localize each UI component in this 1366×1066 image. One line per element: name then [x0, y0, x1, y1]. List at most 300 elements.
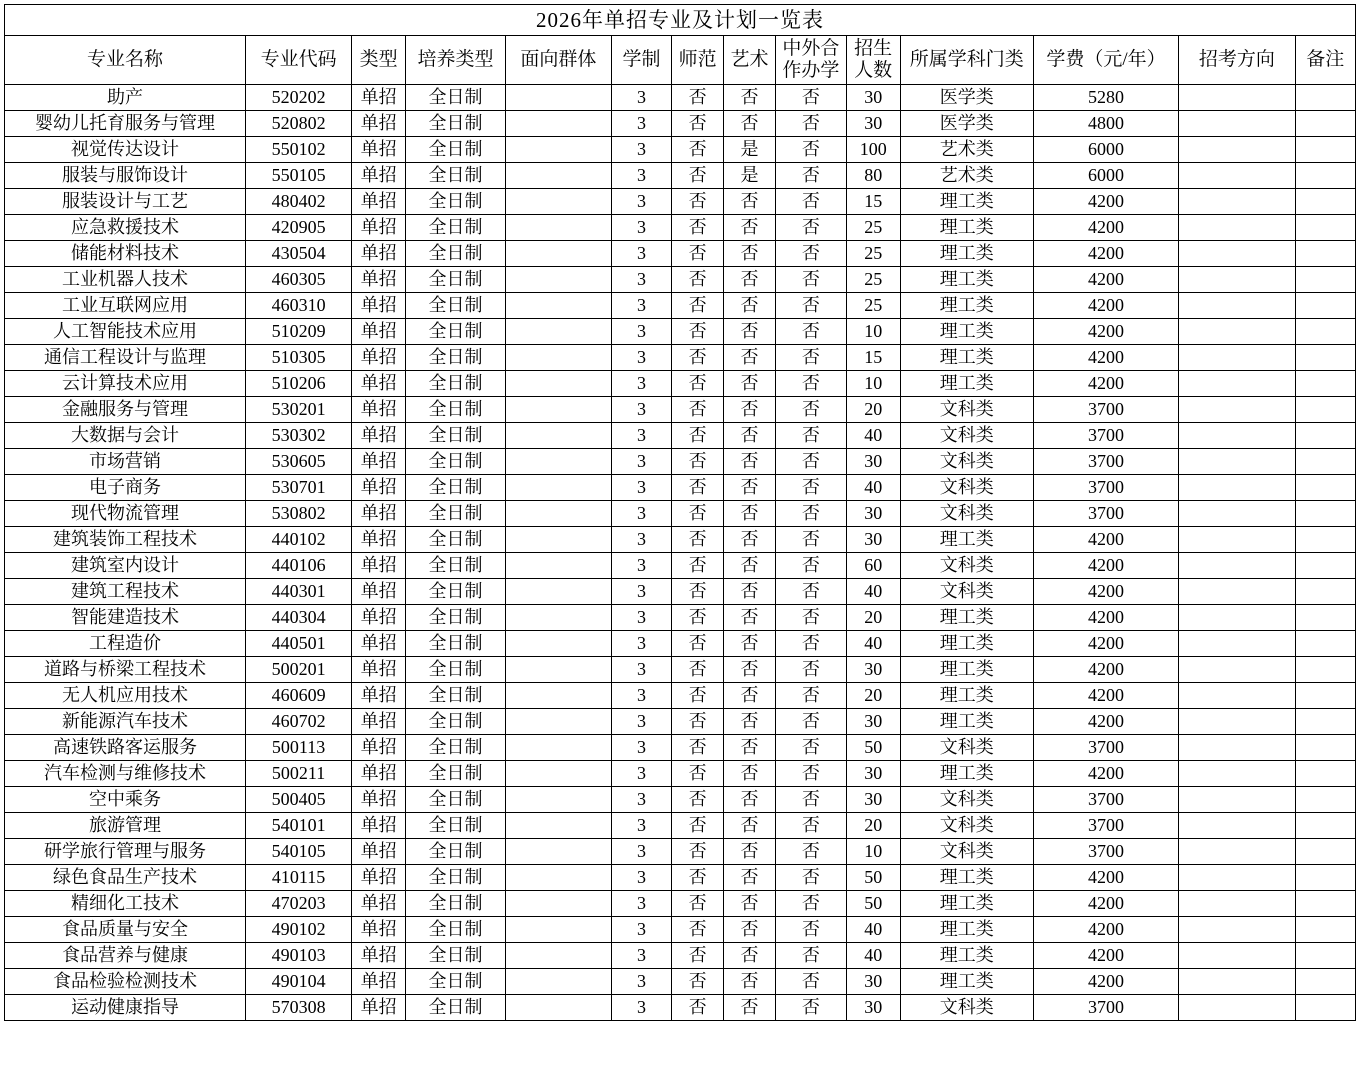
cell-years: 3 [611, 995, 671, 1021]
table-row [5, 995, 1356, 1021]
cell-normal: 否 [672, 787, 724, 813]
cell-remark [1295, 85, 1355, 111]
cell-years: 3 [611, 319, 671, 345]
cell-group [505, 969, 611, 995]
cell-remark [1295, 111, 1355, 137]
cell-coop: 否 [776, 891, 847, 917]
cell-type: 单招 [352, 501, 406, 527]
cell-remark [1295, 397, 1355, 423]
cell-art: 否 [724, 891, 776, 917]
cell-code: 460305 [246, 267, 352, 293]
cell-remark [1295, 839, 1355, 865]
cell-direction [1179, 969, 1295, 995]
cell-remark [1295, 761, 1355, 787]
cell-normal: 否 [672, 449, 724, 475]
cell-direction [1179, 501, 1295, 527]
cell-discipline: 文科类 [900, 995, 1033, 1021]
cell-count: 30 [846, 501, 900, 527]
table-row [5, 735, 1356, 761]
cell-art: 否 [724, 345, 776, 371]
cell-coop: 否 [776, 527, 847, 553]
cell-code: 510209 [246, 319, 352, 345]
cell-remark [1295, 553, 1355, 579]
column-header-coop [776, 36, 847, 85]
cell-name: 工业互联网应用 [5, 293, 246, 319]
cell-discipline: 理工类 [900, 943, 1033, 969]
cell-fee: 3700 [1033, 475, 1178, 501]
cell-group [505, 865, 611, 891]
cell-remark [1295, 683, 1355, 709]
cell-direction [1179, 605, 1295, 631]
cell-years: 3 [611, 527, 671, 553]
cell-direction [1179, 189, 1295, 215]
table-row [5, 943, 1356, 969]
cell-normal: 否 [672, 605, 724, 631]
table-row [5, 449, 1356, 475]
cell-art: 否 [724, 475, 776, 501]
cell-fee: 4200 [1033, 761, 1178, 787]
cell-direction [1179, 839, 1295, 865]
cell-discipline: 理工类 [900, 371, 1033, 397]
cell-direction [1179, 293, 1295, 319]
cell-direction [1179, 423, 1295, 449]
cell-direction [1179, 943, 1295, 969]
cell-art: 否 [724, 943, 776, 969]
cell-remark [1295, 137, 1355, 163]
cell-years: 3 [611, 657, 671, 683]
cell-coop: 否 [776, 605, 847, 631]
cell-train: 全日制 [406, 657, 506, 683]
cell-direction [1179, 319, 1295, 345]
cell-direction [1179, 761, 1295, 787]
cell-normal: 否 [672, 553, 724, 579]
cell-train: 全日制 [406, 345, 506, 371]
cell-count: 15 [846, 345, 900, 371]
cell-type: 单招 [352, 865, 406, 891]
cell-direction [1179, 111, 1295, 137]
cell-normal: 否 [672, 475, 724, 501]
cell-normal: 否 [672, 865, 724, 891]
cell-group [505, 397, 611, 423]
cell-normal: 否 [672, 163, 724, 189]
cell-remark [1295, 527, 1355, 553]
table-row [5, 553, 1356, 579]
cell-years: 3 [611, 683, 671, 709]
cell-code: 460609 [246, 683, 352, 709]
cell-years: 3 [611, 813, 671, 839]
cell-code: 510206 [246, 371, 352, 397]
cell-fee: 3700 [1033, 787, 1178, 813]
cell-direction [1179, 85, 1295, 111]
cell-name: 大数据与会计 [5, 423, 246, 449]
cell-direction [1179, 215, 1295, 241]
cell-name: 云计算技术应用 [5, 371, 246, 397]
cell-train: 全日制 [406, 891, 506, 917]
cell-fee: 4800 [1033, 111, 1178, 137]
cell-train: 全日制 [406, 163, 506, 189]
cell-fee: 4200 [1033, 371, 1178, 397]
cell-normal: 否 [672, 709, 724, 735]
cell-count: 25 [846, 241, 900, 267]
cell-art: 否 [724, 787, 776, 813]
cell-discipline: 理工类 [900, 761, 1033, 787]
cell-years: 3 [611, 267, 671, 293]
cell-art: 否 [724, 865, 776, 891]
table-row [5, 813, 1356, 839]
cell-name: 汽车检测与维修技术 [5, 761, 246, 787]
cell-name: 运动健康指导 [5, 995, 246, 1021]
cell-years: 3 [611, 579, 671, 605]
cell-train: 全日制 [406, 111, 506, 137]
cell-normal: 否 [672, 397, 724, 423]
cell-name: 通信工程设计与监理 [5, 345, 246, 371]
cell-count: 30 [846, 709, 900, 735]
cell-type: 单招 [352, 579, 406, 605]
cell-name: 空中乘务 [5, 787, 246, 813]
cell-remark [1295, 319, 1355, 345]
cell-years: 3 [611, 787, 671, 813]
cell-remark [1295, 163, 1355, 189]
cell-count: 30 [846, 969, 900, 995]
cell-art: 否 [724, 631, 776, 657]
cell-discipline: 文科类 [900, 839, 1033, 865]
cell-train: 全日制 [406, 995, 506, 1021]
cell-remark [1295, 475, 1355, 501]
table-row [5, 423, 1356, 449]
column-header-label: 培养类型 [417, 49, 494, 71]
cell-art: 否 [724, 917, 776, 943]
cell-group [505, 605, 611, 631]
cell-remark [1295, 709, 1355, 735]
cell-coop: 否 [776, 579, 847, 605]
cell-code: 440106 [246, 553, 352, 579]
cell-code: 550102 [246, 137, 352, 163]
cell-code: 440102 [246, 527, 352, 553]
cell-train: 全日制 [406, 813, 506, 839]
title-row [5, 5, 1356, 36]
cell-name: 食品质量与安全 [5, 917, 246, 943]
cell-discipline: 理工类 [900, 683, 1033, 709]
column-header-label: 招考方向 [1198, 49, 1275, 71]
cell-direction [1179, 631, 1295, 657]
cell-discipline: 理工类 [900, 267, 1033, 293]
cell-remark [1295, 423, 1355, 449]
cell-type: 单招 [352, 891, 406, 917]
cell-coop: 否 [776, 371, 847, 397]
cell-coop: 否 [776, 553, 847, 579]
cell-train: 全日制 [406, 631, 506, 657]
cell-code: 460702 [246, 709, 352, 735]
cell-years: 3 [611, 449, 671, 475]
cell-art: 否 [724, 267, 776, 293]
cell-direction [1179, 787, 1295, 813]
cell-fee: 4200 [1033, 709, 1178, 735]
cell-name: 道路与桥梁工程技术 [5, 657, 246, 683]
cell-fee: 5280 [1033, 85, 1178, 111]
cell-count: 30 [846, 527, 900, 553]
cell-type: 单招 [352, 683, 406, 709]
cell-type: 单招 [352, 553, 406, 579]
cell-normal: 否 [672, 501, 724, 527]
table-row [5, 917, 1356, 943]
table-row [5, 761, 1356, 787]
cell-name: 高速铁路客运服务 [5, 735, 246, 761]
column-header-label: 专业名称 [87, 49, 164, 71]
cell-coop: 否 [776, 761, 847, 787]
cell-code: 440501 [246, 631, 352, 657]
table-row [5, 787, 1356, 813]
cell-type: 单招 [352, 839, 406, 865]
cell-count: 30 [846, 111, 900, 137]
cell-coop: 否 [776, 137, 847, 163]
cell-train: 全日制 [406, 215, 506, 241]
cell-coop: 否 [776, 683, 847, 709]
cell-coop: 否 [776, 943, 847, 969]
cell-coop: 否 [776, 163, 847, 189]
table-row [5, 215, 1356, 241]
cell-type: 单招 [352, 761, 406, 787]
cell-direction [1179, 553, 1295, 579]
column-header-label: 中外合作办学 [782, 38, 840, 81]
cell-name: 旅游管理 [5, 813, 246, 839]
cell-art: 否 [724, 735, 776, 761]
cell-years: 3 [611, 735, 671, 761]
cell-normal: 否 [672, 371, 724, 397]
cell-group [505, 735, 611, 761]
cell-name: 绿色食品生产技术 [5, 865, 246, 891]
cell-art: 否 [724, 397, 776, 423]
cell-fee: 6000 [1033, 163, 1178, 189]
cell-fee: 4200 [1033, 683, 1178, 709]
cell-art: 否 [724, 293, 776, 319]
cell-years: 3 [611, 241, 671, 267]
cell-remark [1295, 371, 1355, 397]
cell-type: 单招 [352, 995, 406, 1021]
cell-art: 否 [724, 111, 776, 137]
cell-code: 530302 [246, 423, 352, 449]
cell-count: 30 [846, 85, 900, 111]
cell-normal: 否 [672, 293, 724, 319]
cell-code: 490103 [246, 943, 352, 969]
table-row [5, 397, 1356, 423]
cell-remark [1295, 241, 1355, 267]
cell-count: 10 [846, 319, 900, 345]
table-row [5, 163, 1356, 189]
cell-years: 3 [611, 761, 671, 787]
cell-years: 3 [611, 397, 671, 423]
cell-art: 否 [724, 839, 776, 865]
column-header-label: 专业代码 [260, 49, 337, 71]
column-header-remark [1295, 36, 1355, 85]
cell-group [505, 423, 611, 449]
cell-art: 否 [724, 449, 776, 475]
cell-count: 30 [846, 995, 900, 1021]
cell-code: 550105 [246, 163, 352, 189]
cell-train: 全日制 [406, 371, 506, 397]
column-header-label: 学制 [622, 49, 661, 71]
cell-fee: 3700 [1033, 449, 1178, 475]
cell-years: 3 [611, 215, 671, 241]
cell-remark [1295, 917, 1355, 943]
cell-type: 单招 [352, 111, 406, 137]
column-header-type [352, 36, 406, 85]
cell-train: 全日制 [406, 839, 506, 865]
cell-normal: 否 [672, 735, 724, 761]
cell-coop: 否 [776, 735, 847, 761]
cell-count: 30 [846, 761, 900, 787]
cell-remark [1295, 293, 1355, 319]
cell-normal: 否 [672, 189, 724, 215]
cell-group [505, 111, 611, 137]
cell-count: 40 [846, 579, 900, 605]
cell-code: 440301 [246, 579, 352, 605]
cell-direction [1179, 917, 1295, 943]
cell-code: 490102 [246, 917, 352, 943]
cell-group [505, 449, 611, 475]
cell-discipline: 理工类 [900, 527, 1033, 553]
cell-art: 否 [724, 319, 776, 345]
cell-name: 服装设计与工艺 [5, 189, 246, 215]
cell-years: 3 [611, 553, 671, 579]
cell-coop: 否 [776, 969, 847, 995]
cell-name: 建筑装饰工程技术 [5, 527, 246, 553]
cell-years: 3 [611, 631, 671, 657]
cell-direction [1179, 865, 1295, 891]
cell-years: 3 [611, 423, 671, 449]
cell-name: 精细化工技术 [5, 891, 246, 917]
cell-name: 智能建造技术 [5, 605, 246, 631]
cell-discipline: 理工类 [900, 345, 1033, 371]
cell-code: 500211 [246, 761, 352, 787]
cell-discipline: 医学类 [900, 111, 1033, 137]
table-row [5, 527, 1356, 553]
cell-code: 570308 [246, 995, 352, 1021]
cell-type: 单招 [352, 423, 406, 449]
cell-normal: 否 [672, 137, 724, 163]
cell-coop: 否 [776, 475, 847, 501]
column-header-label: 类型 [359, 49, 398, 71]
table-row [5, 657, 1356, 683]
cell-count: 20 [846, 683, 900, 709]
cell-type: 单招 [352, 735, 406, 761]
cell-fee: 4200 [1033, 215, 1178, 241]
cell-count: 80 [846, 163, 900, 189]
cell-type: 单招 [352, 631, 406, 657]
cell-train: 全日制 [406, 943, 506, 969]
cell-type: 单招 [352, 657, 406, 683]
cell-discipline: 文科类 [900, 553, 1033, 579]
table-row [5, 631, 1356, 657]
table-row [5, 969, 1356, 995]
cell-direction [1179, 527, 1295, 553]
cell-count: 40 [846, 917, 900, 943]
cell-count: 25 [846, 293, 900, 319]
cell-fee: 4200 [1033, 267, 1178, 293]
cell-fee: 4200 [1033, 527, 1178, 553]
cell-name: 建筑工程技术 [5, 579, 246, 605]
column-header-label: 招生人数 [854, 38, 893, 81]
cell-train: 全日制 [406, 319, 506, 345]
cell-fee: 3700 [1033, 423, 1178, 449]
cell-coop: 否 [776, 397, 847, 423]
cell-direction [1179, 657, 1295, 683]
cell-code: 420905 [246, 215, 352, 241]
cell-type: 单招 [352, 267, 406, 293]
cell-name: 婴幼儿托育服务与管理 [5, 111, 246, 137]
cell-fee: 3700 [1033, 735, 1178, 761]
cell-train: 全日制 [406, 189, 506, 215]
cell-years: 3 [611, 969, 671, 995]
cell-type: 单招 [352, 527, 406, 553]
cell-discipline: 文科类 [900, 423, 1033, 449]
cell-count: 50 [846, 891, 900, 917]
cell-code: 490104 [246, 969, 352, 995]
cell-code: 500405 [246, 787, 352, 813]
table-row [5, 319, 1356, 345]
cell-train: 全日制 [406, 241, 506, 267]
cell-years: 3 [611, 111, 671, 137]
cell-name: 助产 [5, 85, 246, 111]
cell-group [505, 241, 611, 267]
cell-normal: 否 [672, 423, 724, 449]
cell-name: 工程造价 [5, 631, 246, 657]
cell-fee: 4200 [1033, 293, 1178, 319]
cell-group [505, 501, 611, 527]
cell-code: 530605 [246, 449, 352, 475]
cell-remark [1295, 813, 1355, 839]
cell-discipline: 理工类 [900, 657, 1033, 683]
cell-discipline: 理工类 [900, 319, 1033, 345]
cell-fee: 4200 [1033, 969, 1178, 995]
cell-normal: 否 [672, 579, 724, 605]
cell-code: 540101 [246, 813, 352, 839]
cell-count: 30 [846, 449, 900, 475]
cell-art: 是 [724, 137, 776, 163]
cell-type: 单招 [352, 475, 406, 501]
cell-group [505, 683, 611, 709]
cell-discipline: 文科类 [900, 475, 1033, 501]
cell-name: 食品检验检测技术 [5, 969, 246, 995]
cell-coop: 否 [776, 839, 847, 865]
cell-name: 食品营养与健康 [5, 943, 246, 969]
cell-count: 20 [846, 605, 900, 631]
cell-group [505, 891, 611, 917]
column-header-count [846, 36, 900, 85]
cell-coop: 否 [776, 449, 847, 475]
cell-type: 单招 [352, 397, 406, 423]
column-header-label: 备注 [1306, 49, 1345, 71]
column-header-row [5, 36, 1356, 85]
cell-name: 视觉传达设计 [5, 137, 246, 163]
cell-code: 520202 [246, 85, 352, 111]
cell-direction [1179, 579, 1295, 605]
cell-name: 金融服务与管理 [5, 397, 246, 423]
cell-code: 530201 [246, 397, 352, 423]
cell-train: 全日制 [406, 527, 506, 553]
cell-coop: 否 [776, 189, 847, 215]
cell-coop: 否 [776, 423, 847, 449]
cell-discipline: 文科类 [900, 397, 1033, 423]
cell-discipline: 文科类 [900, 813, 1033, 839]
cell-fee: 3700 [1033, 839, 1178, 865]
cell-train: 全日制 [406, 735, 506, 761]
cell-art: 否 [724, 995, 776, 1021]
cell-direction [1179, 683, 1295, 709]
cell-art: 否 [724, 969, 776, 995]
column-header-code [246, 36, 352, 85]
cell-discipline: 理工类 [900, 891, 1033, 917]
cell-discipline: 文科类 [900, 501, 1033, 527]
